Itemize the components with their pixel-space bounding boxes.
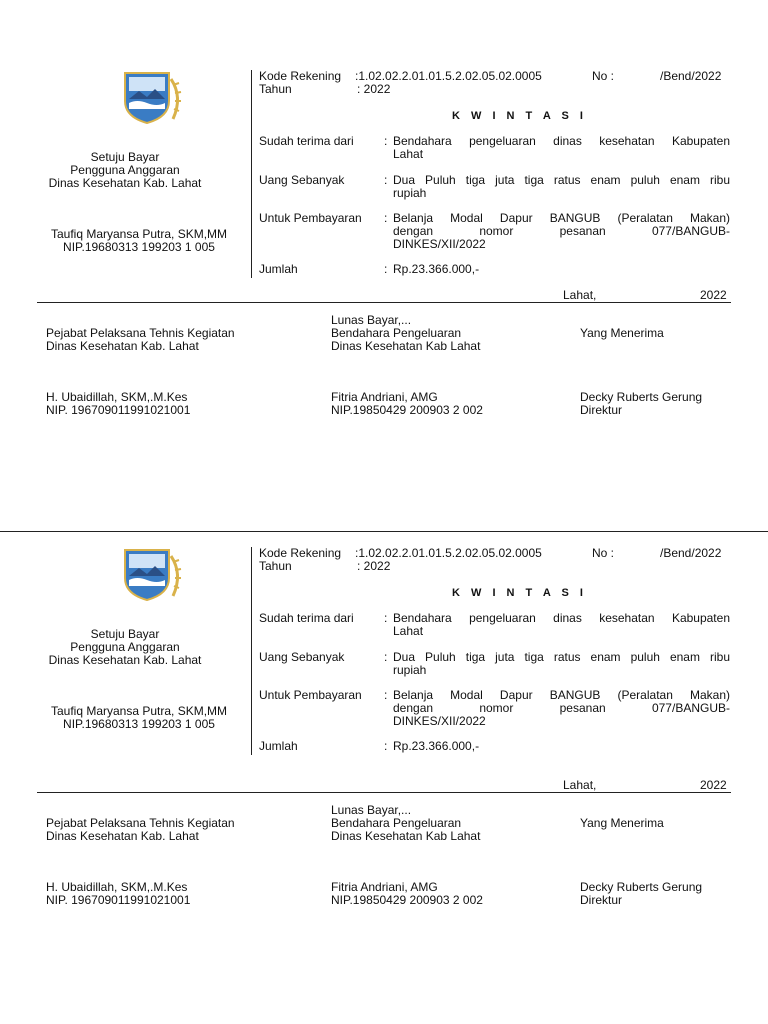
tahun-label: Tahun [259,82,292,96]
row-colon: : [384,739,388,753]
row-value-line: Belanja Modal Dapur BANGUB (Peralatan Makan) [393,688,730,702]
approval-line-1: Setuju Bayar [90,150,160,164]
sig-left-nip: NIP. 196709011991021001 [46,403,191,417]
place-label: Lahat, [563,288,597,302]
sig-right-position: Direktur [580,403,623,417]
approval-line-1: Setuju Bayar [90,627,160,641]
row-colon: : [384,688,388,702]
sig-right-name: Decky Ruberts Gerung [580,390,703,404]
row-value-line: Lahat [393,624,424,638]
row-colon: : [384,211,388,225]
sig-mid-lunas: Lunas Bayar,... [331,313,412,327]
lahat-emblem-icon [121,546,185,602]
approval-line-3: Dinas Kesehatan Kab. Lahat [48,176,202,190]
approval-line-3: Dinas Kesehatan Kab. Lahat [48,653,202,667]
no-label: No : [592,546,615,560]
sig-left-title-2: Dinas Kesehatan Kab. Lahat [46,339,199,353]
sig-left-name: H. Ubaidillah, SKM,.M.Kes [46,880,188,894]
sig-right-title: Yang Menerima [580,816,664,830]
row-colon: : [384,650,388,664]
no-label: No : [592,69,615,83]
kwitansi-title: K W I N T A S I [452,110,587,122]
approver-name: Taufiq Maryansa Putra, SKM,MM [50,227,228,241]
row-value-line: rupiah [393,186,427,200]
row-value-line: Dua Puluh tiga juta tiga ratus enam puluh enam ribu [393,173,730,187]
sig-mid-lunas: Lunas Bayar,... [331,803,412,817]
row-value-line: Belanja Modal Dapur BANGUB (Peralatan Makan) [393,211,730,225]
sig-mid-nip: NIP.19850429 200903 2 002 [331,893,483,907]
row-label: Uang Sebanyak [259,173,345,187]
jumlah-value: Rp.23.366.000,- [393,739,480,753]
approver-nip: NIP.19680313 199203 1 005 [63,240,215,254]
sig-left-name: H. Ubaidillah, SKM,.M.Kes [46,390,188,404]
row-label: Uang Sebanyak [259,650,345,664]
row-value-line: dengan nomor pesanan 077/BANGUB- [393,701,730,715]
row-label: Sudah terima dari [259,134,354,148]
vertical-divider [251,547,252,755]
row-label: Untuk Pembayaran [259,211,362,225]
row-label: Sudah terima dari [259,611,354,625]
sig-mid-nip: NIP.19850429 200903 2 002 [331,403,483,417]
row-colon: : [384,134,388,148]
sig-left-title-1: Pejabat Pelaksana Tehnis Kegiatan [46,326,235,340]
row-value-line: Lahat [393,147,424,161]
date-year: 2022 [700,288,727,302]
approval-line-2: Pengguna Anggaran [70,163,180,177]
approver-name: Taufiq Maryansa Putra, SKM,MM [50,704,228,718]
row-value-line: dengan nomor pesanan 077/BANGUB- [393,224,730,238]
tahun-label: Tahun [259,559,292,573]
horizontal-divider [37,792,731,793]
no-value: /Bend/2022 [660,69,722,83]
row-label: Jumlah [259,262,298,276]
sig-mid-title-1: Bendahara Pengeluaran [331,326,462,340]
approval-line-2: Pengguna Anggaran [70,640,180,654]
date-year: 2022 [700,778,727,792]
jumlah-value: Rp.23.366.000,- [393,262,480,276]
sig-right-title: Yang Menerima [580,326,664,340]
row-label: Jumlah [259,739,298,753]
sig-left-title-1: Pejabat Pelaksana Tehnis Kegiatan [46,816,235,830]
row-value-line: Bendahara pengeluaran dinas kesehatan Kabupaten [393,611,730,625]
kode-rekening-value: :1.02.02.2.01.01.5.2.02.05.02.0005 [355,69,542,83]
row-value-line: rupiah [393,663,427,677]
vertical-divider [251,70,252,278]
kode-rekening-label: Kode Rekening [259,69,342,83]
sig-left-title-2: Dinas Kesehatan Kab. Lahat [46,829,199,843]
row-value-line: Dua Puluh tiga juta tiga ratus enam puluh enam ribu [393,650,730,664]
no-value: /Bend/2022 [660,546,722,560]
tahun-value: : 2022 [357,82,391,96]
sig-right-position: Direktur [580,893,623,907]
approver-nip: NIP.19680313 199203 1 005 [63,717,215,731]
row-colon: : [384,611,388,625]
sig-right-name: Decky Ruberts Gerung [580,880,703,894]
row-value-line: DINKES/XII/2022 [393,714,486,728]
tahun-value: : 2022 [357,559,391,573]
sig-mid-title-2: Dinas Kesehatan Kab Lahat [331,829,481,843]
horizontal-divider [37,302,731,303]
row-label: Untuk Pembayaran [259,688,362,702]
kode-rekening-value: :1.02.02.2.01.01.5.2.02.05.02.0005 [355,546,542,560]
row-value-line: DINKES/XII/2022 [393,237,486,251]
row-colon: : [384,262,388,276]
row-value-line: Bendahara pengeluaran dinas kesehatan Kabupaten [393,134,730,148]
receipt-top [0,0,768,460]
receipt-bottom [0,477,768,937]
sig-mid-title-2: Dinas Kesehatan Kab Lahat [331,339,481,353]
sig-mid-name: Fitria Andriani, AMG [331,390,438,404]
sig-mid-title-1: Bendahara Pengeluaran [331,816,462,830]
row-colon: : [384,173,388,187]
kwitansi-title: K W I N T A S I [452,587,587,599]
sig-mid-name: Fitria Andriani, AMG [331,880,438,894]
place-label: Lahat, [563,778,597,792]
kode-rekening-label: Kode Rekening [259,546,342,560]
sig-left-nip: NIP. 196709011991021001 [46,893,191,907]
lahat-emblem-icon [121,69,185,125]
